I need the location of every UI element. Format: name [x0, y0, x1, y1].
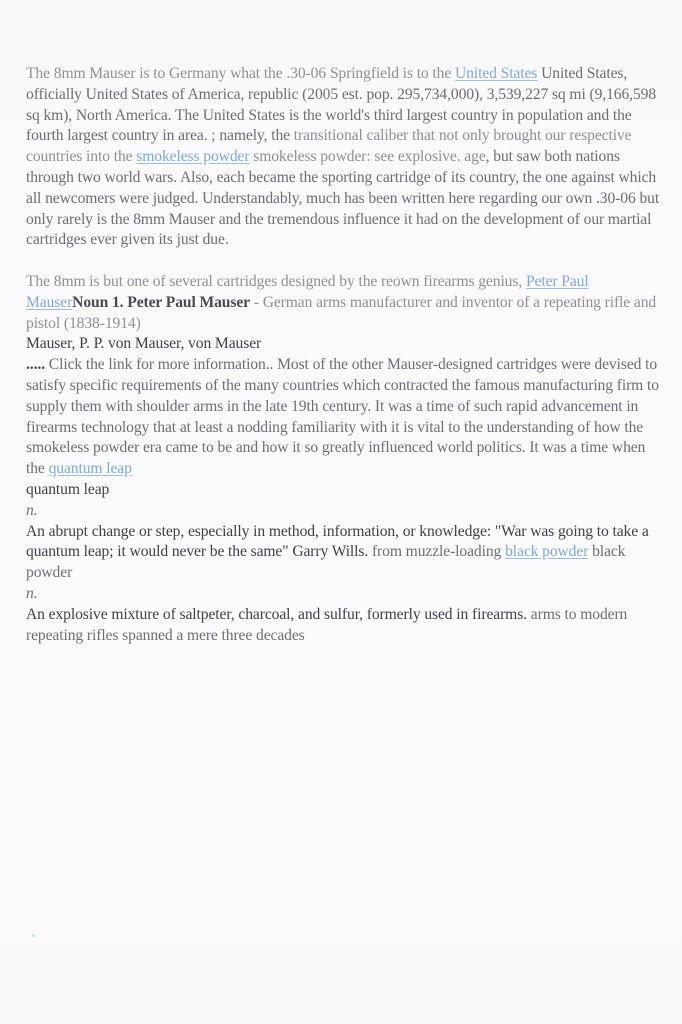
definition-smokeless-powder: smokeless powder: see explosive. age — [249, 148, 486, 166]
part-of-speech: n. — [26, 584, 38, 602]
link-smokeless-powder[interactable]: smokeless powder — [136, 148, 250, 166]
definition-black-powder: An explosive mixture of saltpeter, charcoal, and sulfur, formerly used in firearms. — [26, 605, 527, 623]
paragraph-2 — [26, 272, 662, 646]
definition-term-black-powder: black powder — [26, 543, 626, 582]
text: The 8mm is but one of several cartridges designed by the reown firearms genius, — [26, 272, 526, 290]
text: Click the link for more information.. Most of the other Mauser-designed cartridges were devised to satisfy specific requirements of the many countries which contracted the famous manufacturing firm to supply them with shoulder arms in the late 19th century. It was a time of such rapid advancement in firearms technology that at least a nodding familiarity with it is vital to the understanding of how the smokeless powder era came to be and how it so greatly influenced world politics. It was a time when the — [26, 356, 659, 478]
paragraph-1 — [26, 64, 662, 251]
definition-quantum-leap: An abrupt change or step, especially in method, information, or knowledge: "War was going to take a quantum leap; it would never be the same" Garry Wills. — [26, 522, 649, 561]
part-of-speech: n. — [26, 501, 38, 519]
text: The 8mm Mauser is to Germany what the .30-06 Springfield is to the — [26, 65, 455, 82]
link-united-states[interactable]: United States — [454, 65, 538, 82]
article-body — [26, 64, 662, 646]
text: from muzzle-loading — [368, 543, 506, 561]
definition-body-mauser: - German arms manufacturer and inventor of a repeating rifle and pistol (1838-1914) — [26, 293, 657, 332]
link-black-powder[interactable]: black powder — [505, 543, 589, 561]
ellipsis: ..... — [26, 356, 45, 374]
definition-united-states: United States, officially United States of America, republic (2005 est. pop. 295,734,000), 3,539,227 sq mi (9,166,598 sq km), North America. The United States is the world's third largest country in population and the fourth largest country in area. ; namely, the — [26, 65, 657, 145]
speck — [32, 934, 35, 937]
text: transitional caliber that not only brought our respective countries into the — [26, 127, 632, 166]
text: arms to modern repeating rifles spanned a mere three decades — [26, 605, 628, 644]
definition-title-mauser: Noun 1. Peter Paul Mauser — [72, 293, 250, 311]
definition-term-quantum-leap: quantum leap — [26, 480, 110, 498]
definition-synonyms-mauser: Mauser, P. P. von Mauser, von Mauser — [26, 335, 262, 353]
text: , but saw both nations through two world wars. Also, each became the sporting cartridge of its country, the one against which all newcomers were judged. Understandably, much has been written here regarding our own .30-06 but only rarely is the 8mm Mauser and the tremendous influence it had on the development of our martial cartridges ever given its just due. — [26, 148, 660, 249]
link-peter-paul-mauser[interactable]: Peter Paul Mauser — [26, 272, 589, 311]
link-quantum-leap[interactable]: quantum leap — [48, 460, 132, 478]
